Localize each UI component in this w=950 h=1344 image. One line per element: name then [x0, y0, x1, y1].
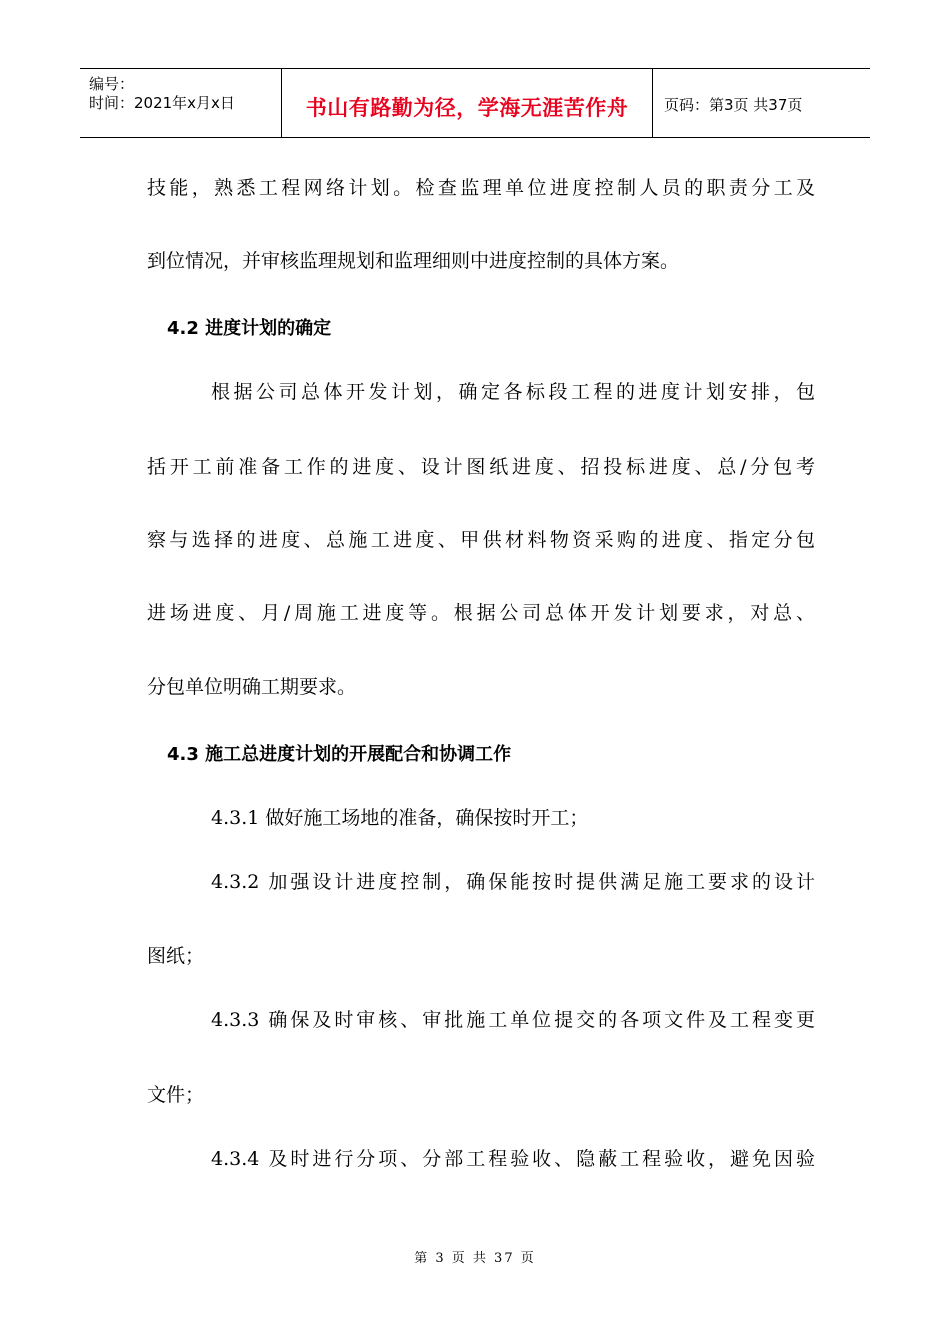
body-text-line: 4.3.1 做好施工场地的准备，确保按时开工； — [211, 807, 589, 829]
header-motto-cell — [282, 69, 653, 137]
document-date-label: 时间：2021年x月x日 — [89, 94, 235, 112]
body-text-line: 文件； — [147, 1084, 205, 1106]
body-text-line: 图纸； — [147, 945, 205, 967]
header-page-cell — [653, 69, 870, 137]
section-heading: 4.2 进度计划的确定 — [167, 318, 332, 339]
body-text-line: 4.3.2 加强设计进度控制，确保能按时提供满足施工要求的设计 — [211, 871, 815, 893]
header-motto: 书山有路勤为径，学海无涯苦作舟 — [305, 96, 629, 120]
body-text-line: 根据公司总体开发计划，确定各标段工程的进度计划安排，包 — [211, 381, 815, 403]
header-page-info: 页码：第3页 共37页 — [664, 96, 803, 114]
document-number-label: 编号： — [89, 75, 135, 93]
section-heading: 4.3 施工总进度计划的开展配合和协调工作 — [167, 744, 512, 765]
body-text-line: 4.3.3 确保及时审核、审批施工单位提交的各项文件及工程变更 — [211, 1009, 815, 1031]
body-text-line: 技能，熟悉工程网络计划。检查监理单位进度控制人员的职责分工及 — [147, 177, 815, 199]
body-text-line: 4.3.4 及时进行分项、分部工程验收、隐蔽工程验收，避免因验 — [211, 1148, 815, 1170]
body-text-line: 括开工前准备工作的进度、设计图纸进度、招投标进度、总/分包考 — [147, 456, 815, 478]
page-footer: 第 3 页 共 37 页 — [414, 1251, 536, 1266]
body-text-line: 进场进度、月/周施工进度等。根据公司总体开发计划要求，对总、 — [147, 602, 815, 624]
body-text-line: 到位情况，并审核监理规划和监理细则中进度控制的具体方案。 — [147, 250, 680, 272]
header-table — [80, 68, 870, 138]
body-text-line: 察与选择的进度、总施工进度、甲供材料物资采购的进度、指定分包 — [147, 529, 815, 551]
body-text-line: 分包单位明确工期要求。 — [147, 676, 357, 698]
header-meta-cell — [80, 69, 282, 137]
